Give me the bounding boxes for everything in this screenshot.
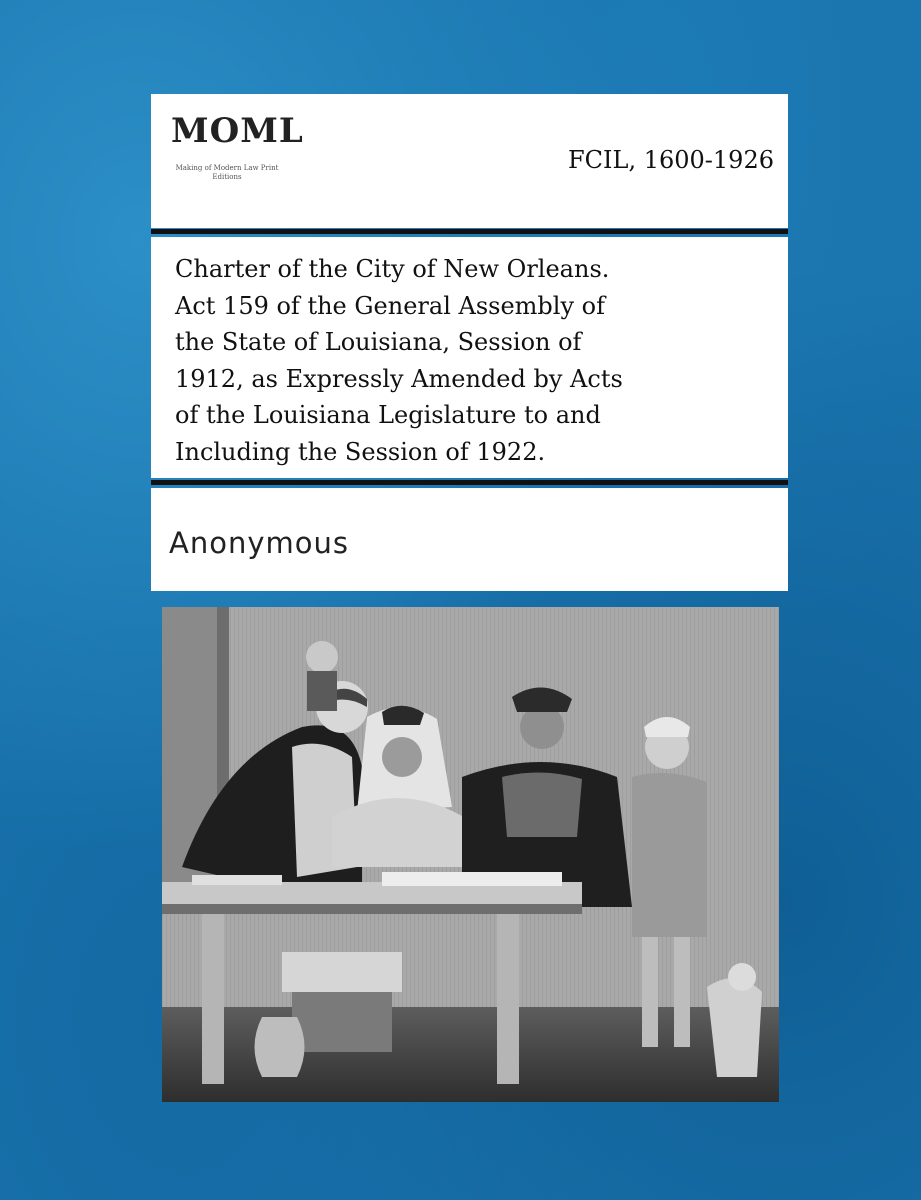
title-panel <box>151 237 788 478</box>
logo-tagline: Making of Modern Law Print Editions <box>175 164 279 181</box>
divider-rule <box>151 480 788 485</box>
moml-logo <box>171 111 304 182</box>
book-title <box>175 251 785 470</box>
engraving-image <box>162 607 779 1102</box>
header-panel <box>151 94 788 228</box>
title-line: 1912, as Expressly Amended by Acts <box>175 364 623 393</box>
author-name: Anonymous <box>169 526 349 560</box>
title-line: Including the Session of 1922. <box>175 437 546 466</box>
title-line: the State of Louisiana, Session of <box>175 328 582 356</box>
author-panel <box>151 488 788 591</box>
cover-illustration <box>162 607 779 1102</box>
logo-text: MOML <box>171 111 304 151</box>
title-line: Charter of the City of New Orleans. <box>175 255 610 283</box>
title-line: of the Louisiana Legislature to and <box>175 401 601 429</box>
divider-rule <box>151 229 788 234</box>
title-line: Act 159 of the General Assembly of <box>175 291 605 320</box>
collection-label: FCIL, 1600-1926 <box>568 146 774 174</box>
